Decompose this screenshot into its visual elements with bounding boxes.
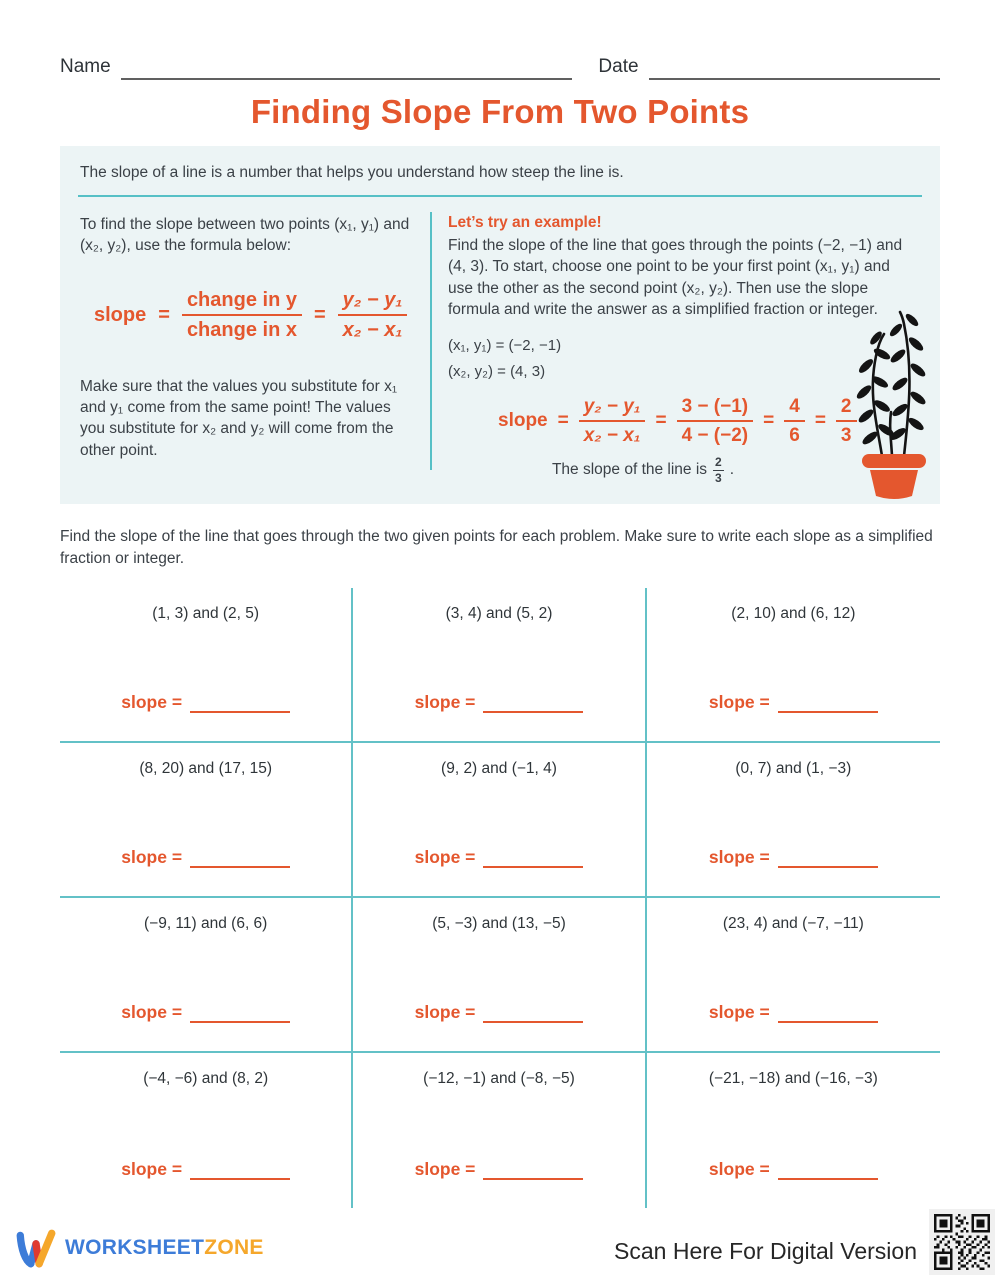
problem-points: (3, 4) and (5, 2) <box>445 605 553 623</box>
intro-text: The slope of a line is a number that helps you understand how steep the line is. <box>80 164 624 181</box>
problem-cell <box>353 1053 646 1208</box>
change-fraction: $\frac{\text{change in y}}{\text{change in x}}$ <box>182 289 302 342</box>
answer-blank-line <box>190 696 290 713</box>
equals-sign: = <box>763 409 775 431</box>
problem-points: (−9, 11) and (6, 6) <box>143 915 268 933</box>
problem-cell <box>353 588 646 743</box>
name-label: Name <box>60 56 111 77</box>
example-column <box>432 212 922 486</box>
name-date-row <box>60 56 940 80</box>
qr-code <box>929 1209 995 1275</box>
equals-sign: = <box>158 303 170 326</box>
equals-sign: = <box>814 409 826 431</box>
problem-points: (0, 7) and (1, −3) <box>735 760 852 778</box>
slope-answer-row: slope = <box>709 1002 878 1023</box>
answer-blank-line <box>778 1006 878 1023</box>
slope-answer-row: slope = <box>709 692 878 713</box>
problems-grid <box>60 588 940 1208</box>
slope-answer-row: slope = <box>121 1159 290 1180</box>
date-label: Date <box>598 56 639 77</box>
problem-cell <box>647 588 940 743</box>
slope-answer-row: slope = <box>121 847 290 868</box>
intro-box <box>60 146 940 504</box>
formula-column <box>78 212 430 486</box>
problem-points: (2, 10) and (6, 12) <box>731 605 856 623</box>
answer-blank-line <box>778 696 878 713</box>
name-blank-line <box>121 56 573 80</box>
answer-blank-line <box>778 1163 878 1180</box>
page-title: Finding Slope From Two Points <box>250 93 750 130</box>
answer-blank-line <box>190 1163 290 1180</box>
substituted-fraction: $\frac{3 - (-1)}{4 - (-2)}$ <box>677 396 754 447</box>
formula-lhs: slope <box>94 303 147 326</box>
problem-points: (−21, −18) and (−16, −3) <box>708 1070 878 1088</box>
horizontal-divider <box>78 195 922 197</box>
slope-answer-row: slope = <box>121 692 290 713</box>
answer-blank-line <box>483 696 583 713</box>
example-point-2: (x₂, y₂) = (4, 3) <box>448 362 546 380</box>
problem-points: (8, 20) and (17, 15) <box>139 760 273 778</box>
slope-answer-row: slope = <box>709 847 878 868</box>
worksheet-zone-logo-icon <box>15 1225 57 1271</box>
date-blank-line <box>649 56 940 80</box>
problem-cell <box>60 588 353 743</box>
problem-cell <box>60 898 353 1053</box>
slope-answer-row: slope = <box>121 1002 290 1023</box>
unsimplified-fraction: $\frac{4}{6}$ <box>784 396 805 447</box>
problem-points: (1, 3) and (2, 5) <box>152 605 260 623</box>
example-title: Let’s try an example! <box>448 214 602 231</box>
equals-sign: = <box>557 409 569 431</box>
problem-cell <box>647 1053 940 1208</box>
symbolic-fraction: $\frac{\text{y₂ − y₁}}{\text{x₂ − x₁}}$ <box>579 396 646 447</box>
problem-points: (23, 4) and (−7, −11) <box>722 915 864 933</box>
answer-blank-line <box>483 851 583 868</box>
simplified-fraction: $\frac{2}{3}$ <box>836 396 857 447</box>
problem-cell <box>60 743 353 898</box>
problem-points: (−12, −1) and (−8, −5) <box>423 1070 575 1088</box>
example-point-1: (x₁, y₁) = (−2, −1) <box>448 336 562 354</box>
problem-points: (9, 2) and (−1, 4) <box>441 760 557 778</box>
problem-cell <box>647 898 940 1053</box>
slope-answer-row: slope = <box>415 847 584 868</box>
problem-cell <box>647 743 940 898</box>
worksheet-instructions: Find the slope of the line that goes through the two given points for each problem. Make sure to write each slope as a simplified fraction or integer. <box>60 528 933 568</box>
equals-sign: = <box>313 303 326 326</box>
slope-formula <box>94 289 414 342</box>
problem-cell <box>353 898 646 1053</box>
page-footer <box>15 1209 995 1275</box>
problem-cell <box>60 1053 353 1208</box>
problem-points: (5, −3) and (13, −5) <box>432 915 566 933</box>
answer-blank-line <box>483 1006 583 1023</box>
slope-answer-row: slope = <box>415 692 584 713</box>
formula-intro-text: To find the slope between two points (x₁, y₁) and (x₂, y₂), use the formula below: <box>80 216 410 255</box>
slope-answer-row: slope = <box>415 1159 584 1180</box>
formula-lhs: slope <box>498 409 548 431</box>
slope-answer-row: slope = <box>709 1159 878 1180</box>
answer-blank-line <box>190 1006 290 1023</box>
example-slope-formula <box>498 396 918 447</box>
scan-caption: Scan Here For Digital Version <box>614 1238 917 1264</box>
answer-blank-line <box>483 1163 583 1180</box>
problem-points: (−4, −6) and (8, 2) <box>143 1070 269 1088</box>
example-result: The slope of the line is $\frac{2}{3}$ . <box>551 455 735 485</box>
result-fraction: $\frac{2}{3}$ <box>715 455 722 485</box>
example-text: Find the slope of the line that goes through the points (−2, −1) and (4, 3). To start, choose one point to be your first point (x₁, y₁) and use the other as the second point (x₂, y₂). Then use the slope formula and write the answer as a simplified fraction or integer. <box>448 237 903 319</box>
scan-section <box>614 1209 995 1275</box>
answer-blank-line <box>778 851 878 868</box>
formula-note-text: Make sure that the values you substitute for x₁ and y₁ come from the same point! The values you substitute for x₂ and y₂ will come from the other point. <box>80 377 398 459</box>
problem-cell <box>353 743 646 898</box>
worksheet-zone-brand <box>15 1225 264 1275</box>
slope-answer-row: slope = <box>415 1002 584 1023</box>
answer-blank-line <box>190 851 290 868</box>
symbolic-fraction: $\frac{\text{y₂ − y₁}}{\text{x₂ − x₁}}$ <box>338 289 408 342</box>
equals-sign: = <box>655 409 667 431</box>
brand-wordmark: WORKSHEETZONE <box>65 1236 264 1259</box>
